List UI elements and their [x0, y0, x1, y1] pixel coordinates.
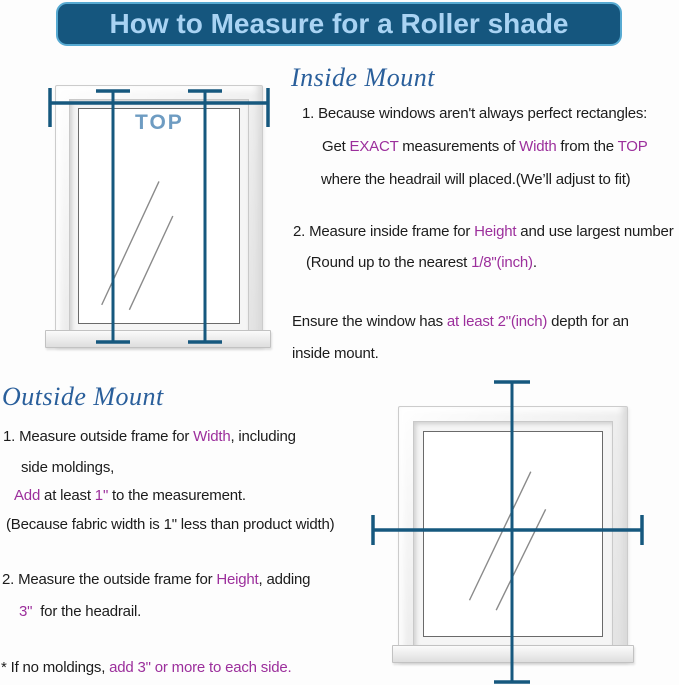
inside-step-2: [293, 222, 674, 242]
inside-step-1-line-2: [322, 137, 648, 157]
text-segment: Width: [193, 428, 231, 445]
text-segment: measurements of: [398, 138, 520, 155]
page-title: How to Measure for a Roller shade: [109, 8, 569, 39]
text-segment: Height: [216, 571, 259, 588]
text-segment: 2. Measure inside frame for: [293, 223, 475, 240]
text-segment: EXACT: [349, 138, 399, 155]
window-inner-frame: [413, 421, 613, 647]
text-segment: (Round up to the nearest: [306, 254, 472, 271]
text-segment: 3": [19, 603, 33, 620]
window-frame: [398, 406, 628, 662]
glass-reflection-icon: [424, 432, 602, 636]
text-segment: Get: [322, 138, 350, 155]
text-segment: to the measurement.: [108, 487, 246, 504]
text-segment: at least 2"(inch): [446, 313, 548, 330]
text-segment: and use largest number: [516, 223, 674, 240]
text-segment: side moldings,: [21, 459, 115, 476]
window-glass: [78, 108, 240, 324]
outside-moldings-note: [1, 658, 291, 678]
text-segment: 2. Measure the outside frame for: [2, 571, 217, 588]
text-segment: * If no moldings,: [1, 659, 110, 676]
text-segment: 1. Because windows aren't always perfect rectangles:: [302, 105, 648, 122]
text-segment: from the: [556, 138, 618, 155]
outside-step-1-line-3: [14, 486, 246, 506]
outside-step-1-line-2: [21, 458, 114, 478]
window-sill: [392, 645, 634, 663]
text-segment: inside mount.: [292, 345, 379, 362]
text-segment: Add: [14, 487, 41, 504]
window-glass: [423, 431, 603, 637]
text-segment: , including: [230, 428, 296, 445]
text-segment: (Because fabric width is 1" less than product width): [6, 516, 335, 533]
text-segment: 1/8"(inch): [471, 254, 533, 271]
text-segment: for the headrail.: [32, 603, 142, 620]
inside-step-2-line-2: [306, 253, 537, 273]
text-segment: where the headrail will placed.(We’ll adjust to fit): [321, 171, 631, 188]
inside-depth-note: [292, 312, 629, 332]
text-segment: add 3" or more to each side.: [109, 659, 292, 676]
text-segment: Ensure the window has: [292, 313, 447, 330]
text-segment: Width: [519, 138, 557, 155]
inside-step-1: [302, 104, 647, 124]
text-segment: 1. Measure outside frame for: [3, 428, 194, 445]
window-sill: [45, 330, 271, 348]
text-segment: Height: [474, 223, 517, 240]
outside-step-2-line-2: [19, 602, 141, 622]
glass-reflection-icon: [79, 109, 239, 323]
inside-mount-window-diagram: [40, 80, 280, 355]
text-segment: , adding: [258, 571, 311, 588]
outside-step-2: [2, 570, 310, 590]
outside-mount-heading: Outside Mount: [2, 382, 164, 411]
text-segment: at least: [40, 487, 95, 504]
outside-step-1-line-4: [6, 515, 334, 535]
top-label: TOP: [135, 111, 184, 134]
outside-step-1: [3, 427, 296, 447]
inside-depth-note-line-2: [292, 344, 379, 364]
text-segment: 1": [94, 487, 109, 504]
header-banner: [56, 2, 622, 46]
inside-mount-heading: Inside Mount: [291, 63, 435, 92]
text-segment: TOP: [617, 138, 648, 155]
text-segment: .: [532, 254, 537, 271]
outside-mount-window-diagram: [370, 375, 676, 685]
text-segment: depth for an: [547, 313, 629, 330]
inside-step-1-line-3: [321, 170, 630, 190]
